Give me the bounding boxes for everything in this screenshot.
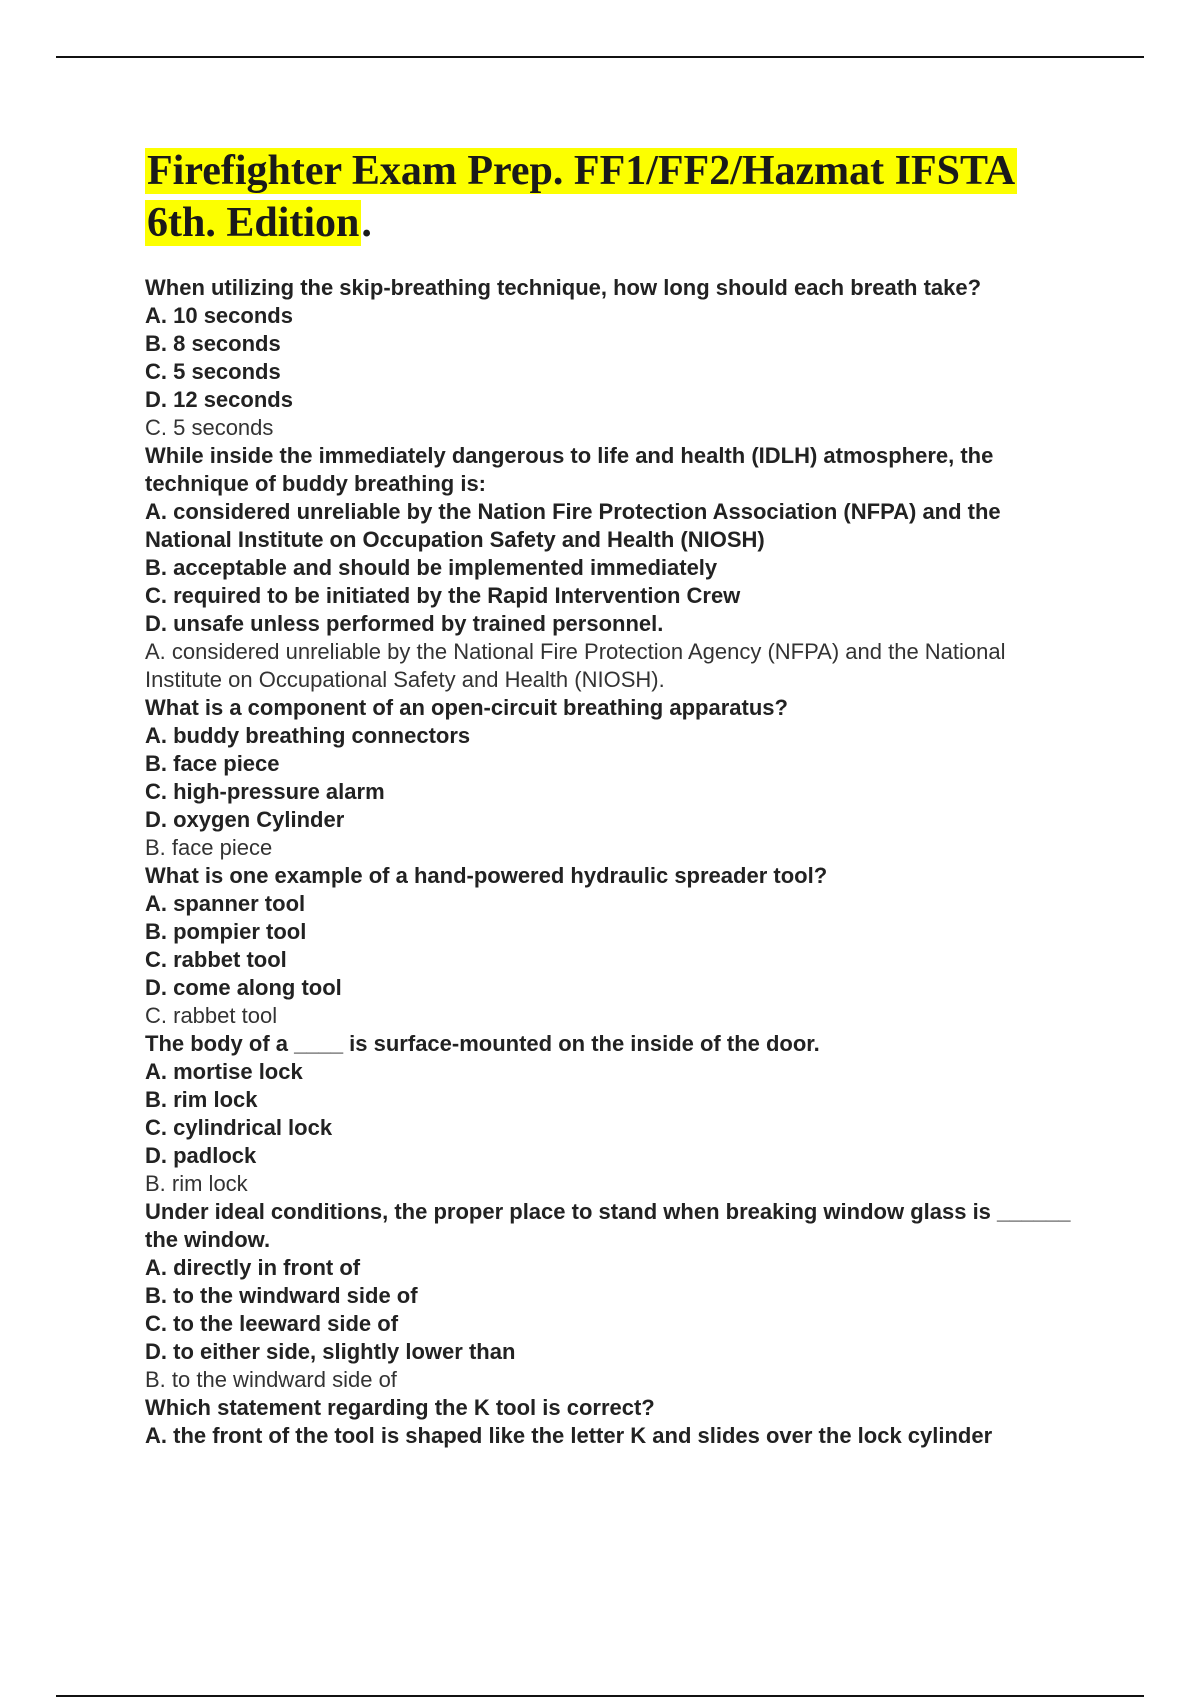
option-a: A. the front of the tool is shaped like the letter K and slides over the lock cylinder bbox=[145, 1423, 993, 1448]
question-text: Which statement regarding the K tool is correct? bbox=[145, 1395, 655, 1420]
option-d: D. padlock bbox=[145, 1143, 257, 1168]
option-b: B. face piece bbox=[145, 751, 280, 776]
option-b: B. to the windward side of bbox=[145, 1283, 418, 1308]
question-text: The body of a ____ is surface-mounted on the inside of the door. bbox=[145, 1031, 820, 1056]
option-c: C. required to be initiated by the Rapid Intervention Crew bbox=[145, 583, 741, 608]
option-c: C. rabbet tool bbox=[145, 947, 287, 972]
option-a: A. spanner tool bbox=[145, 891, 306, 916]
question-text: While inside the immediately dangerous to life and health (IDLH) atmosphere, the technique of buddy breathing is: bbox=[145, 443, 994, 496]
question-block-6 bbox=[145, 1198, 1085, 1394]
title-highlight-line1: Firefighter Exam Prep. FF1/FF2/Hazmat IFSTA bbox=[147, 148, 1016, 194]
question-text: When utilizing the skip-breathing technique, how long should each breath take? bbox=[145, 275, 982, 300]
bottom-rule bbox=[56, 1695, 1144, 1697]
option-b: B. acceptable and should be implemented immediately bbox=[145, 555, 718, 580]
question-text: What is one example of a hand-powered hydraulic spreader tool? bbox=[145, 863, 828, 888]
document-title bbox=[145, 145, 1085, 249]
option-d: D. to either side, slightly lower than bbox=[145, 1339, 516, 1364]
option-b: B. rim lock bbox=[145, 1087, 258, 1112]
question-block-5 bbox=[145, 1030, 1085, 1198]
question-block-4 bbox=[145, 862, 1085, 1030]
title-highlight-line2: 6th. Edition bbox=[147, 200, 360, 246]
option-d: D. 12 seconds bbox=[145, 387, 293, 412]
option-a: A. directly in front of bbox=[145, 1255, 361, 1280]
option-b: B. pompier tool bbox=[145, 919, 307, 944]
option-a: A. buddy breathing connectors bbox=[145, 723, 471, 748]
answer-text: C. rabbet tool bbox=[145, 1003, 278, 1028]
answer-text: B. face piece bbox=[145, 835, 273, 860]
option-d: D. come along tool bbox=[145, 975, 342, 1000]
question-list bbox=[145, 274, 1085, 1450]
option-c: C. cylindrical lock bbox=[145, 1115, 333, 1140]
question-text: What is a component of an open-circuit breathing apparatus? bbox=[145, 695, 788, 720]
option-b: B. 8 seconds bbox=[145, 331, 281, 356]
question-block-3 bbox=[145, 694, 1085, 862]
answer-text: B. rim lock bbox=[145, 1171, 248, 1196]
option-d: D. unsafe unless performed by trained personnel. bbox=[145, 611, 664, 636]
option-d: D. oxygen Cylinder bbox=[145, 807, 345, 832]
question-block-7 bbox=[145, 1394, 1085, 1450]
question-block-1 bbox=[145, 274, 1085, 442]
answer-text: A. considered unreliable by the National Fire Protection Agency (NFPA) and the National Institute on Occupational Safety and Health (NIOSH). bbox=[145, 639, 1006, 692]
answer-text: B. to the windward side of bbox=[145, 1367, 397, 1392]
question-block-2 bbox=[145, 442, 1085, 694]
option-c: C. high-pressure alarm bbox=[145, 779, 385, 804]
top-rule bbox=[56, 56, 1144, 58]
option-c: C. to the leeward side of bbox=[145, 1311, 399, 1336]
option-a: A. 10 seconds bbox=[145, 303, 293, 328]
option-a: A. mortise lock bbox=[145, 1059, 303, 1084]
question-text: Under ideal conditions, the proper place to stand when breaking window glass is ______ the window. bbox=[145, 1199, 1071, 1252]
option-a: A. considered unreliable by the Nation Fire Protection Association (NFPA) and the National Institute on Occupation Safety and Health (NIOSH) bbox=[145, 499, 1001, 552]
title-period: . bbox=[361, 200, 372, 246]
option-c: C. 5 seconds bbox=[145, 359, 281, 384]
answer-text: C. 5 seconds bbox=[145, 415, 274, 440]
